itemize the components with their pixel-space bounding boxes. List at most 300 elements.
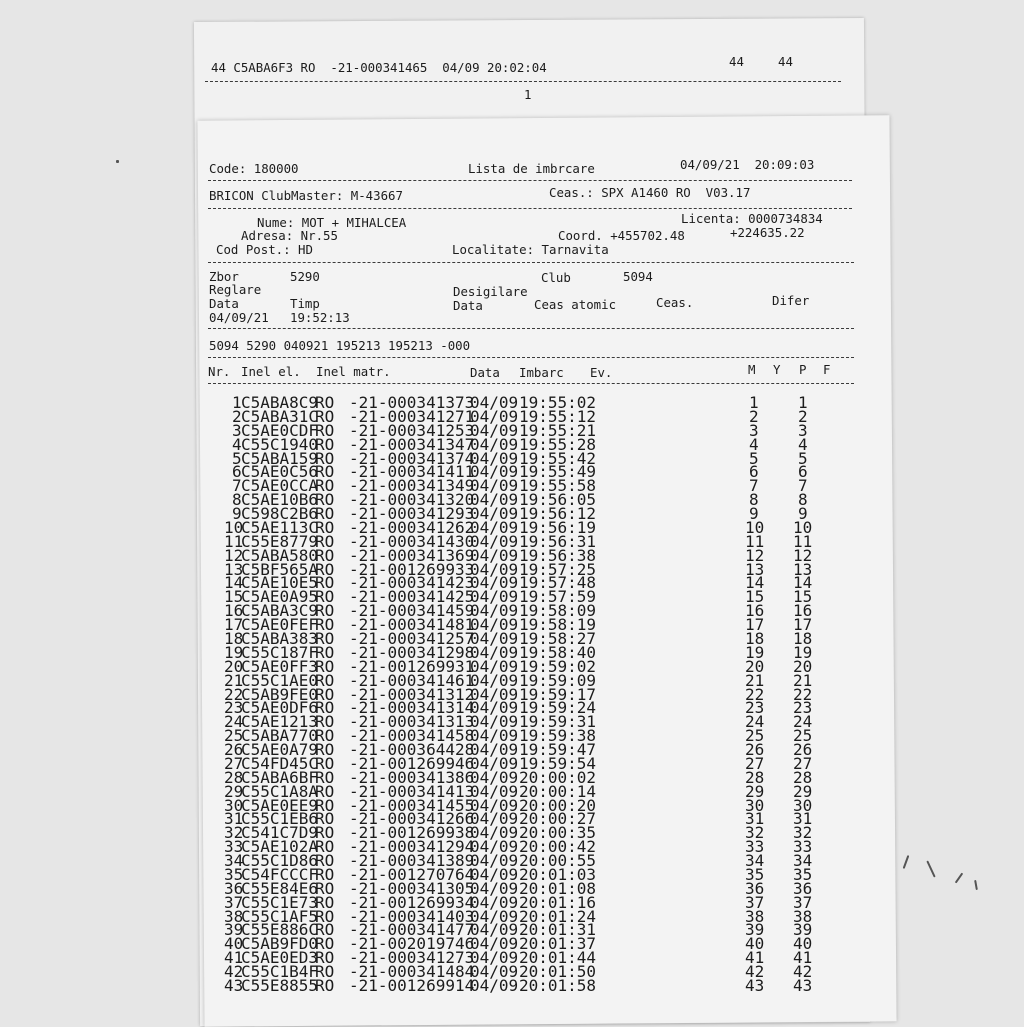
row-date: 04/09 (470, 864, 519, 884)
row-inel-el: C541C7D9 (241, 823, 319, 843)
row-inel-el: C54FCCCF (241, 864, 319, 884)
row-country: RO (315, 601, 335, 621)
row-date: 04/09 (470, 878, 519, 898)
row-inel-el: C5AB9FE0 (241, 684, 319, 704)
row-p: 3 (798, 420, 808, 440)
flight-summary: 5094 5290 040921 195213 195213 -000 (209, 338, 471, 353)
row-country: RO (315, 795, 335, 815)
row-inel-matr: -21-000341294 (349, 837, 475, 857)
row-country: RO (315, 823, 335, 843)
row-nr: 26 (224, 740, 244, 759)
row-country: RO (315, 656, 335, 676)
row-inel-el: C55C1A8A (241, 781, 319, 801)
speck (116, 160, 119, 163)
divider (208, 383, 854, 384)
row-time: 19:55:21 (519, 420, 597, 440)
row-inel-el: C55C1AF5 (241, 906, 319, 926)
row-country: RO (315, 587, 335, 607)
row-country: RO (315, 393, 335, 412)
top-sheet-m: 44 (729, 54, 744, 69)
row-inel-el: C5AE0ED3 (241, 948, 319, 968)
row-time: 19:59:24 (519, 698, 597, 718)
row-inel-el: C5AE0DF6 (241, 698, 319, 718)
row-m: 5 (749, 448, 759, 468)
row-time: 20:01:58 (519, 976, 597, 995)
row-inel-matr: -21-000341257 (349, 629, 475, 648)
row-time: 20:00:20 (519, 795, 597, 815)
row-time: 19:55:12 (519, 406, 597, 426)
row-date: 04/09 (470, 531, 519, 551)
speck (926, 860, 935, 877)
row-nr: 21 (224, 670, 244, 690)
row-date: 04/09 (470, 795, 519, 815)
divider (208, 262, 854, 263)
license-number: Licenta: 0000734834 (681, 211, 823, 226)
row-date: 04/09 (470, 462, 519, 482)
row-country: RO (315, 559, 335, 579)
row-nr: 24 (224, 712, 244, 732)
club-value: 5094 (623, 269, 653, 284)
row-nr: 12 (224, 545, 244, 565)
row-time: 19:59:38 (519, 726, 597, 746)
row-inel-el: C5ABA770 (241, 726, 319, 746)
row-country: RO (315, 517, 335, 537)
row-country: RO (315, 851, 335, 870)
row-p: 38 (793, 906, 813, 926)
row-date: 04/09 (470, 393, 519, 412)
row-inel-matr: -21-000341349 (349, 476, 475, 496)
row-nr: 10 (224, 517, 244, 537)
row-inel-el: C55C1D86 (241, 851, 319, 870)
row-p: 21 (793, 670, 813, 690)
row-m: 16 (745, 601, 765, 621)
row-date: 04/09 (470, 601, 519, 621)
row-nr: 34 (224, 851, 244, 870)
zbor-label: Zbor (209, 269, 239, 284)
row-nr: 30 (224, 795, 244, 815)
row-time: 19:57:25 (519, 559, 597, 579)
row-time: 20:00:35 (519, 823, 597, 843)
row-time: 19:58:19 (519, 615, 597, 635)
row-m: 24 (745, 712, 765, 732)
row-p: 4 (798, 434, 808, 454)
row-time: 19:59:02 (519, 656, 597, 676)
row-m: 7 (749, 476, 759, 496)
row-p: 43 (793, 976, 813, 995)
row-inel-matr: -21-000341266 (349, 809, 475, 829)
difer-label: Difer (772, 293, 810, 308)
row-inel-matr: -21-000341312 (349, 684, 475, 704)
row-time: 19:59:31 (519, 712, 597, 732)
row-nr: 31 (224, 809, 244, 829)
row-country: RO (315, 684, 335, 704)
row-p: 35 (793, 864, 813, 884)
row-p: 39 (793, 920, 813, 940)
col-p: P (799, 362, 807, 377)
row-date: 04/09 (470, 809, 519, 829)
row-nr: 6 (232, 462, 242, 482)
row-inel-matr: -21-000341411 (349, 462, 475, 482)
row-inel-matr: -21-000364428 (349, 740, 475, 759)
row-inel-matr: -21-001269934 (349, 892, 475, 912)
row-inel-matr: -21-000341293 (349, 504, 475, 523)
row-p: 40 (793, 934, 813, 954)
row-country: RO (315, 615, 335, 635)
row-country: RO (315, 962, 335, 982)
row-nr: 32 (224, 823, 244, 843)
row-country: RO (315, 892, 335, 912)
row-time: 19:59:17 (519, 684, 597, 704)
row-nr: 23 (224, 698, 244, 718)
divider (205, 81, 841, 82)
row-m: 22 (745, 684, 765, 704)
row-nr: 43 (224, 976, 244, 995)
row-p: 20 (793, 656, 813, 676)
row-m: 11 (745, 531, 765, 551)
row-inel-el: C55C187F (241, 642, 319, 662)
row-time: 19:56:31 (519, 531, 597, 551)
row-date: 04/09 (470, 615, 519, 635)
row-time: 19:58:09 (519, 601, 597, 621)
row-inel-el: C55C1AE0 (241, 670, 319, 690)
row-nr: 15 (224, 587, 244, 607)
row-time: 20:01:31 (519, 920, 597, 940)
row-inel-matr: -21-000341477 (349, 920, 475, 940)
row-date: 04/09 (470, 545, 519, 565)
row-date: 04/09 (470, 629, 519, 648)
row-time: 20:00:55 (519, 851, 597, 870)
row-country: RO (315, 878, 335, 898)
row-p: 7 (798, 476, 808, 496)
row-p: 29 (793, 781, 813, 801)
row-time: 19:56:05 (519, 490, 597, 510)
row-time: 19:55:58 (519, 476, 597, 496)
row-p: 30 (793, 795, 813, 815)
row-date: 04/09 (470, 934, 519, 954)
top-sheet-p: 44 (778, 54, 793, 69)
row-time: 19:55:42 (519, 448, 597, 468)
row-m: 12 (745, 545, 765, 565)
row-inel-matr: -21-000341369 (349, 545, 475, 565)
row-country: RO (315, 545, 335, 565)
row-time: 19:55:28 (519, 434, 597, 454)
row-inel-el: C5ABA159 (241, 448, 319, 468)
device-label: BRICON ClubMaster: M-43667 (209, 188, 403, 203)
row-inel-el: C5AE0FEF (241, 615, 319, 635)
row-inel-el: C5AE113C (241, 517, 319, 537)
row-m: 43 (745, 976, 765, 995)
row-country: RO (315, 948, 335, 968)
row-date: 04/09 (470, 823, 519, 843)
row-inel-el: C55C1E73 (241, 892, 319, 912)
row-inel-el: C55C1B4F (241, 962, 319, 982)
row-country: RO (315, 740, 335, 759)
row-p: 5 (798, 448, 808, 468)
row-nr: 22 (224, 684, 244, 704)
row-inel-el: C5ABA383 (241, 629, 319, 648)
row-m: 25 (745, 726, 765, 746)
row-nr: 16 (224, 601, 244, 621)
row-inel-el: C55C1940 (241, 434, 319, 454)
row-time: 20:00:14 (519, 781, 597, 801)
row-p: 19 (793, 642, 813, 662)
row-date: 04/09 (470, 587, 519, 607)
row-inel-el: C5AB9FD0 (241, 934, 319, 954)
row-time: 19:57:59 (519, 587, 597, 607)
row-p: 1 (798, 393, 808, 412)
row-country: RO (315, 809, 335, 829)
row-date: 04/09 (470, 670, 519, 690)
row-inel-matr: -21-000341253 (349, 420, 475, 440)
row-m: 36 (745, 878, 765, 898)
row-date: 04/09 (470, 726, 519, 746)
row-m: 14 (745, 573, 765, 593)
row-nr: 11 (224, 531, 244, 551)
coordinates-lon: +224635.22 (730, 225, 805, 240)
row-inel-matr: -21-001269931 (349, 656, 475, 676)
row-nr: 38 (224, 906, 244, 926)
row-m: 8 (749, 490, 759, 510)
reglare-date: 04/09/21 (209, 310, 269, 325)
row-country: RO (315, 420, 335, 440)
row-p: 18 (793, 629, 813, 648)
row-country: RO (315, 920, 335, 940)
row-nr: 4 (232, 434, 242, 454)
row-inel-el: C5AE1213 (241, 712, 319, 732)
row-m: 37 (745, 892, 765, 912)
row-country: RO (315, 531, 335, 551)
row-nr: 7 (232, 476, 242, 496)
divider (208, 328, 854, 329)
row-inel-el: C5AE102A (241, 837, 319, 857)
row-time: 19:56:12 (519, 504, 597, 523)
row-p: 11 (793, 531, 813, 551)
row-m: 3 (749, 420, 759, 440)
row-p: 32 (793, 823, 813, 843)
row-p: 15 (793, 587, 813, 607)
row-date: 04/09 (470, 476, 519, 496)
row-nr: 20 (224, 656, 244, 676)
row-date: 04/09 (470, 781, 519, 801)
locality: Localitate: Tarnavita (452, 242, 609, 257)
row-p: 28 (793, 767, 813, 787)
row-nr: 17 (224, 615, 244, 635)
divider (208, 208, 852, 209)
row-nr: 8 (232, 490, 242, 510)
row-time: 20:01:03 (519, 864, 597, 884)
row-inel-el: C5AE10B6 (241, 490, 319, 510)
row-m: 29 (745, 781, 765, 801)
row-p: 31 (793, 809, 813, 829)
row-p: 33 (793, 837, 813, 857)
row-date: 04/09 (470, 573, 519, 593)
row-time: 19:58:27 (519, 629, 597, 648)
row-date: 04/09 (470, 920, 519, 940)
row-inel-el: C5AE0EE9 (241, 795, 319, 815)
row-m: 42 (745, 962, 765, 982)
row-p: 37 (793, 892, 813, 912)
print-date-time: 04/09/21 20:09:03 (680, 157, 815, 172)
row-inel-matr: -21-000341347 (349, 434, 475, 454)
row-date: 04/09 (470, 906, 519, 926)
row-time: 20:01:08 (519, 878, 597, 898)
row-p: 10 (793, 517, 813, 537)
row-country: RO (315, 767, 335, 787)
row-time: 20:00:02 (519, 767, 597, 787)
row-m: 15 (745, 587, 765, 607)
row-nr: 1 (232, 393, 242, 412)
row-m: 19 (745, 642, 765, 662)
row-nr: 37 (224, 892, 244, 912)
desigilare-data-label: Data (453, 298, 483, 313)
row-m: 26 (745, 740, 765, 759)
row-p: 2 (798, 406, 808, 426)
row-country: RO (315, 976, 335, 995)
ceas-atomic-label: Ceas atomic (534, 297, 617, 312)
row-inel-matr: -21-001269946 (349, 753, 475, 773)
row-nr: 39 (224, 920, 244, 940)
row-inel-matr: -21-000341305 (349, 878, 475, 898)
row-inel-matr: -21-000341298 (349, 642, 475, 662)
row-m: 21 (745, 670, 765, 690)
row-date: 04/09 (470, 976, 519, 995)
row-m: 13 (745, 559, 765, 579)
row-nr: 28 (224, 767, 244, 787)
row-inel-matr: -21-000341481 (349, 615, 475, 635)
row-inel-el: C55E84E6 (241, 878, 319, 898)
row-inel-matr: -21-000341484 (349, 962, 475, 982)
row-m: 27 (745, 753, 765, 773)
row-inel-el: C5AE0C56 (241, 462, 319, 482)
row-m: 18 (745, 629, 765, 648)
row-country: RO (315, 698, 335, 718)
row-p: 16 (793, 601, 813, 621)
row-country: RO (315, 406, 335, 426)
row-m: 2 (749, 406, 759, 426)
club-label: Club (541, 270, 571, 285)
row-country: RO (315, 448, 335, 468)
row-date: 04/09 (470, 712, 519, 732)
row-time: 20:01:50 (519, 962, 597, 982)
row-time: 19:55:02 (519, 393, 597, 412)
row-inel-matr: -21-000341461 (349, 670, 475, 690)
row-nr: 5 (232, 448, 242, 468)
row-p: 34 (793, 851, 813, 870)
row-inel-el: C55E886C (241, 920, 319, 940)
row-country: RO (315, 434, 335, 454)
row-date: 04/09 (470, 684, 519, 704)
row-time: 19:56:19 (519, 517, 597, 537)
row-p: 26 (793, 740, 813, 759)
row-date: 04/09 (470, 740, 519, 759)
row-nr: 41 (224, 948, 244, 968)
speck (974, 880, 978, 890)
row-m: 30 (745, 795, 765, 815)
row-p: 8 (798, 490, 808, 510)
row-inel-matr: -21-000341386 (349, 767, 475, 787)
row-m: 33 (745, 837, 765, 857)
row-time: 20:01:37 (519, 934, 597, 954)
row-time: 20:01:16 (519, 892, 597, 912)
row-inel-el: C5AE0A95 (241, 587, 319, 607)
row-nr: 42 (224, 962, 244, 982)
row-nr: 33 (224, 837, 244, 857)
row-date: 04/09 (470, 420, 519, 440)
row-p: 13 (793, 559, 813, 579)
row-inel-el: C5AE0CDF (241, 420, 319, 440)
row-inel-el: C54FD45C (241, 753, 319, 773)
row-country: RO (315, 629, 335, 648)
page-number: 1 (524, 87, 532, 102)
row-time: 19:57:48 (519, 573, 597, 593)
row-m: 40 (745, 934, 765, 954)
row-country: RO (315, 906, 335, 926)
ceas-label: Ceas. (656, 295, 694, 310)
row-p: 41 (793, 948, 813, 968)
row-p: 42 (793, 962, 813, 982)
row-nr: 25 (224, 726, 244, 746)
row-date: 04/09 (470, 434, 519, 454)
row-m: 23 (745, 698, 765, 718)
row-inel-el: C5AE0CCA (241, 476, 319, 496)
row-country: RO (315, 504, 335, 523)
row-nr: 9 (232, 504, 242, 523)
row-inel-matr: -21-001269933 (349, 559, 475, 579)
clock-label: Ceas.: SPX A1460 RO V03.17 (549, 185, 751, 200)
row-country: RO (315, 753, 335, 773)
row-nr: 40 (224, 934, 244, 954)
row-inel-matr: -21-000341455 (349, 795, 475, 815)
document-title: Lista de imbrcare (468, 161, 595, 176)
row-nr: 14 (224, 573, 244, 593)
col-f: F (823, 362, 831, 377)
row-date: 04/09 (470, 851, 519, 870)
row-m: 34 (745, 851, 765, 870)
row-m: 28 (745, 767, 765, 787)
row-time: 19:59:54 (519, 753, 597, 773)
row-country: RO (315, 864, 335, 884)
row-date: 04/09 (470, 753, 519, 773)
row-date: 04/09 (470, 892, 519, 912)
row-inel-el: C55E8855 (241, 976, 319, 995)
row-inel-el: C5ABA580 (241, 545, 319, 565)
col-data: Data (470, 365, 500, 380)
row-inel-matr: -21-001269914 (349, 976, 475, 995)
row-m: 35 (745, 864, 765, 884)
speck (903, 855, 910, 869)
row-inel-matr: -21-000341430 (349, 531, 475, 551)
row-country: RO (315, 573, 335, 593)
row-inel-el: C598C2B6 (241, 504, 319, 523)
row-nr: 3 (232, 420, 242, 440)
owner-address: Adresa: Nr.55 (241, 228, 338, 243)
row-p: 17 (793, 615, 813, 635)
row-inel-matr: -21-000341313 (349, 712, 475, 732)
row-country: RO (315, 726, 335, 746)
row-nr: 29 (224, 781, 244, 801)
row-inel-el: C5ABA31C (241, 406, 319, 426)
row-date: 04/09 (470, 656, 519, 676)
row-time: 20:00:27 (519, 809, 597, 829)
row-p: 14 (793, 573, 813, 593)
row-date: 04/09 (470, 559, 519, 579)
row-date: 04/09 (470, 504, 519, 523)
row-p: 12 (793, 545, 813, 565)
row-inel-matr: -21-000341314 (349, 698, 475, 718)
row-date: 04/09 (470, 698, 519, 718)
row-inel-matr: -21-000341425 (349, 587, 475, 607)
row-inel-el: C55E8779 (241, 531, 319, 551)
